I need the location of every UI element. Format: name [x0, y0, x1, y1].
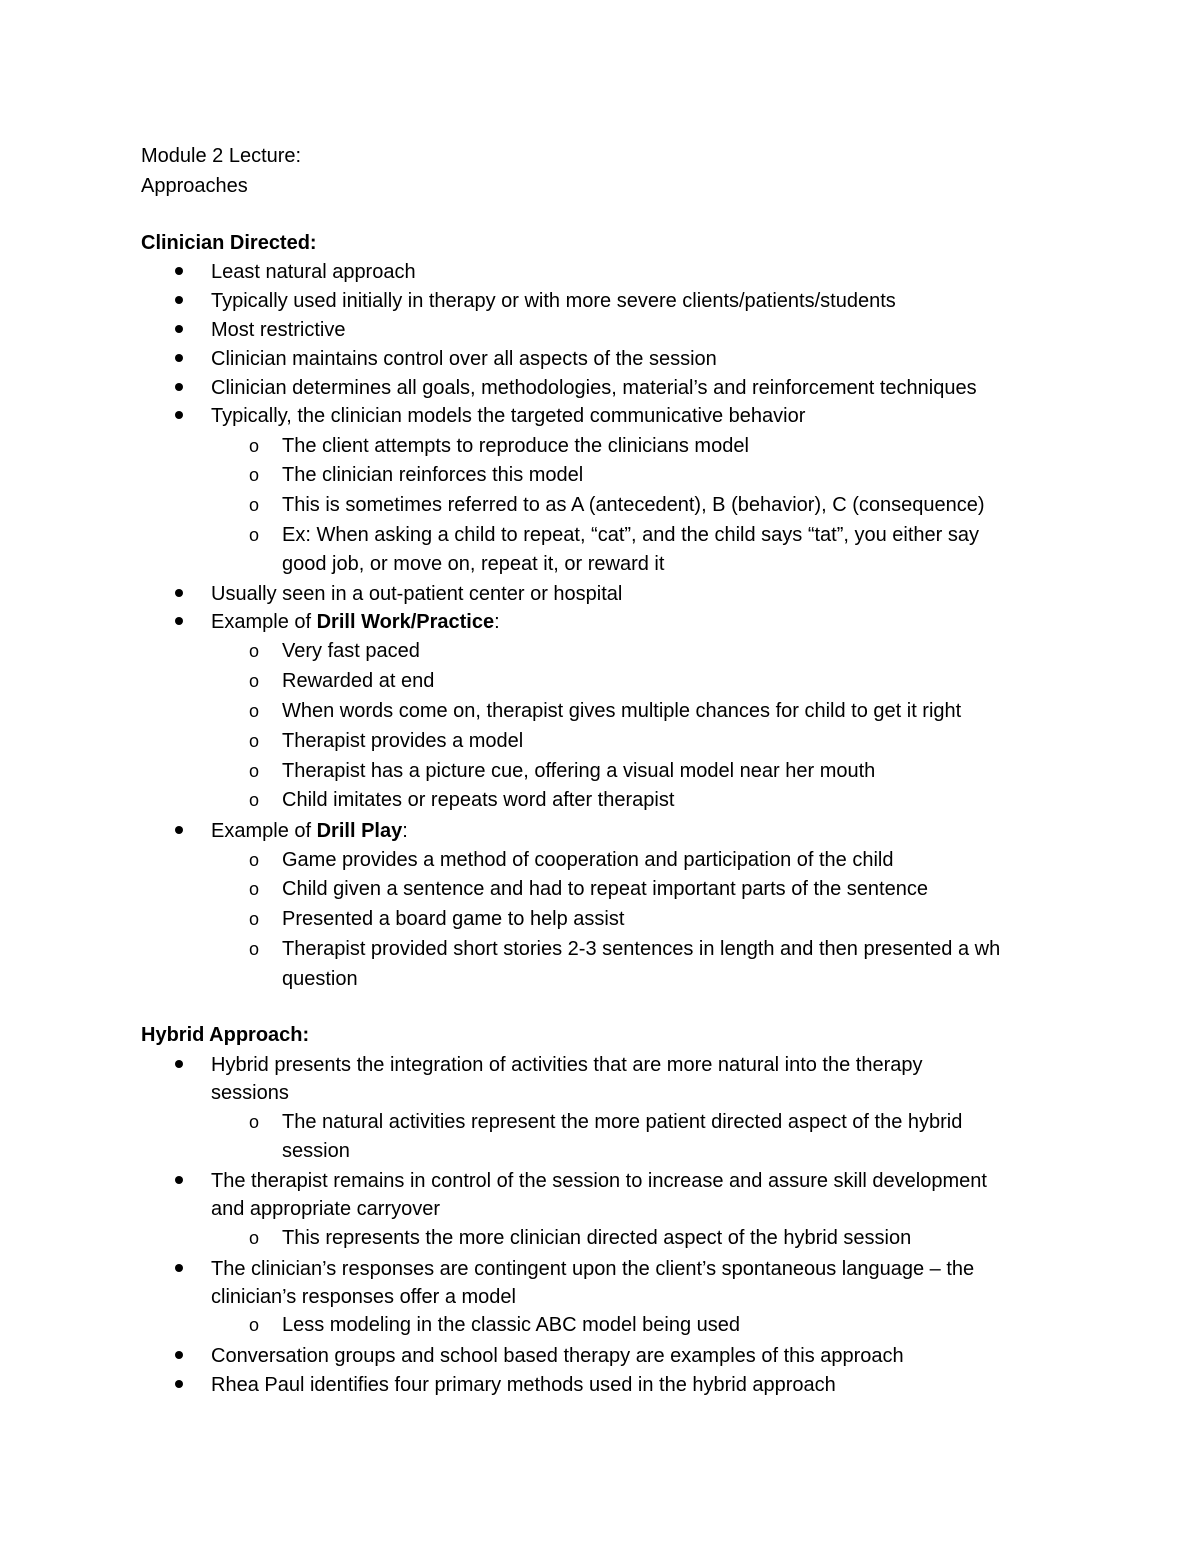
sub-bullet: o [249, 790, 260, 810]
page-subtitle: Approaches [141, 175, 248, 197]
list-item: Conversation groups and school based therapy are examples of this approach [211, 1345, 904, 1367]
bullet-dot [175, 1176, 183, 1184]
sub-list-item: Ex: When asking a child to repeat, “cat”, and the child says “tat”, you either say [282, 524, 980, 546]
label-bold: Drill Work/Practice [316, 611, 495, 633]
list-item: Rhea Paul identifies four primary methods used in the hybrid approach [211, 1374, 836, 1396]
list-item: Typically used initially in therapy or with more severe clients/patients/students [211, 290, 896, 312]
list-item: Clinician maintains control over all aspects of the session [211, 348, 717, 370]
list-item-continuation: sessions [211, 1082, 289, 1104]
list-item: Typically, the clinician models the targeted communicative behavior [211, 405, 806, 427]
sub-list-item: This represents the more clinician directed aspect of the hybrid session [282, 1227, 912, 1249]
label-prefix: Example of [211, 820, 317, 842]
list-item-drill-play [211, 821, 408, 841]
bullet-dot [175, 325, 183, 333]
sub-list-item: The natural activities represent the more patient directed aspect of the hybrid [282, 1111, 963, 1133]
bullet-dot [175, 1380, 183, 1388]
bullet-dot [175, 1351, 183, 1359]
sub-bullet: o [249, 701, 260, 721]
bullet-dot [175, 296, 183, 304]
bullet-dot [175, 1264, 183, 1272]
list-item: Hybrid presents the integration of activities that are more natural into the therapy [211, 1054, 923, 1076]
sub-bullet: o [249, 1112, 260, 1132]
sub-list-item: Child given a sentence and had to repeat important parts of the sentence [282, 878, 928, 900]
sub-list-item: Less modeling in the classic ABC model being used [282, 1314, 741, 1336]
sub-list-item-continuation: question [282, 968, 358, 990]
bullet-dot [175, 267, 183, 275]
sub-bullet: o [249, 1228, 260, 1248]
sub-bullet: o [249, 850, 260, 870]
sub-list-item: Therapist has a picture cue, offering a visual model near her mouth [282, 760, 876, 782]
sub-list-item: Game provides a method of cooperation and participation of the child [282, 849, 894, 871]
sub-bullet: o [249, 465, 260, 485]
list-item-continuation: and appropriate carryover [211, 1198, 441, 1220]
list-item: Least natural approach [211, 261, 416, 283]
sub-bullet: o [249, 436, 260, 456]
sub-bullet: o [249, 495, 260, 515]
list-item: Usually seen in a out-patient center or hospital [211, 583, 623, 605]
list-item: Most restrictive [211, 319, 346, 341]
sub-list-item: When words come on, therapist gives multiple chances for child to get it right [282, 700, 962, 722]
page-title: Module 2 Lecture: [141, 145, 302, 167]
sub-list-item: This is sometimes referred to as A (antecedent), B (behavior), C (consequence) [282, 494, 985, 516]
bullet-dot [175, 589, 183, 597]
sub-list-item: Therapist provided short stories 2-3 sentences in length and then presented a wh [282, 938, 1001, 960]
sub-list-item: The clinician reinforces this model [282, 464, 584, 486]
bullet-dot [175, 411, 183, 419]
list-item-drill-work [211, 612, 500, 632]
sub-bullet: o [249, 879, 260, 899]
bullet-dot [175, 383, 183, 391]
label-suffix: : [402, 820, 408, 842]
list-item: The therapist remains in control of the session to increase and assure skill development [211, 1170, 987, 1192]
sub-bullet: o [249, 731, 260, 751]
bullet-dot [175, 617, 183, 625]
bullet-dot [175, 354, 183, 362]
sub-bullet: o [249, 671, 260, 691]
list-item: Clinician determines all goals, methodologies, material’s and reinforcement techniques [211, 377, 977, 399]
sub-list-item-continuation: session [282, 1140, 350, 1162]
sub-list-item: Therapist provides a model [282, 730, 524, 752]
sub-list-item: Rewarded at end [282, 670, 435, 692]
sub-bullet: o [249, 1315, 260, 1335]
list-item-continuation: clinician’s responses offer a model [211, 1286, 516, 1308]
label-suffix: : [494, 611, 500, 633]
section-heading-hybrid-approach: Hybrid Approach: [141, 1024, 310, 1046]
sub-bullet: o [249, 909, 260, 929]
label-bold: Drill Play [316, 820, 403, 842]
section-heading-clinician-directed: Clinician Directed: [141, 232, 317, 254]
bullet-dot [175, 1060, 183, 1068]
sub-bullet: o [249, 525, 260, 545]
sub-bullet: o [249, 761, 260, 781]
bullet-dot [175, 826, 183, 834]
sub-list-item-continuation: good job, or move on, repeat it, or reward it [282, 553, 665, 575]
list-item: The clinician’s responses are contingent upon the client’s spontaneous language – the [211, 1258, 975, 1280]
sub-bullet: o [249, 939, 260, 959]
label-prefix: Example of [211, 611, 317, 633]
sub-bullet: o [249, 641, 260, 661]
sub-list-item: Child imitates or repeats word after therapist [282, 789, 675, 811]
sub-list-item: The client attempts to reproduce the clinicians model [282, 435, 749, 457]
sub-list-item: Presented a board game to help assist [282, 908, 625, 930]
sub-list-item: Very fast paced [282, 640, 420, 662]
